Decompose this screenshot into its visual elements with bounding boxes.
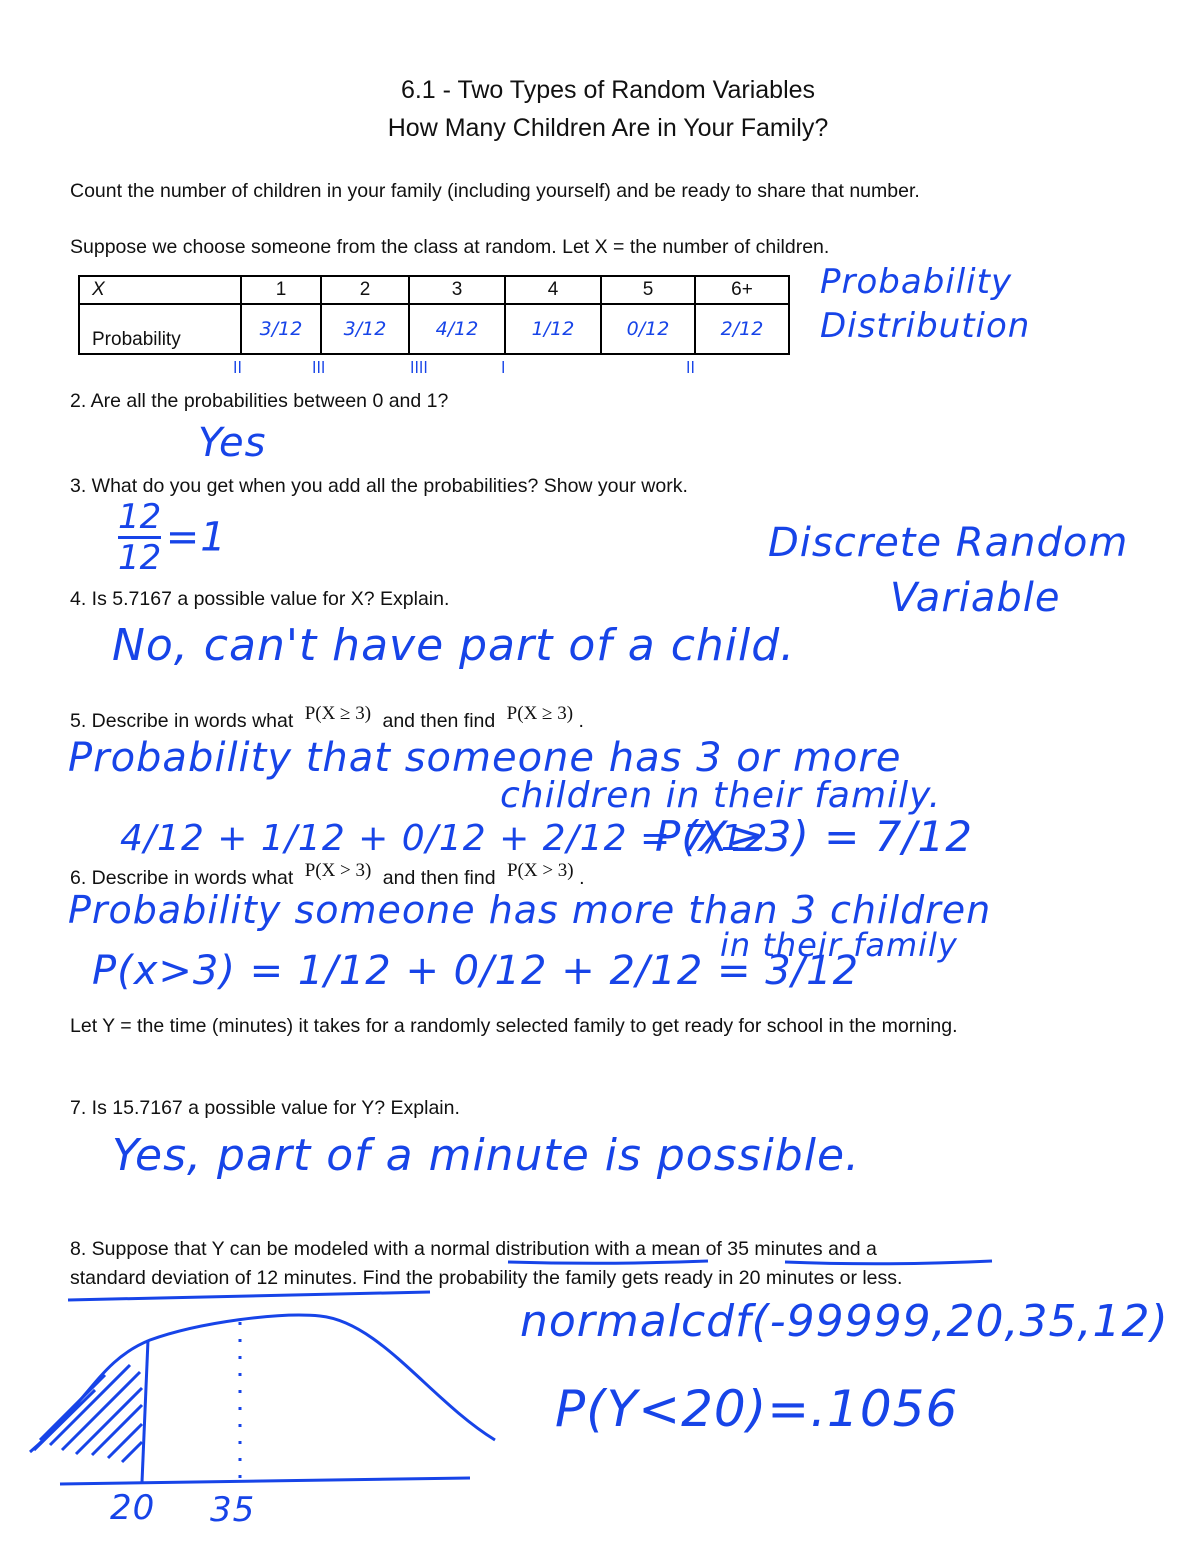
question-5-math-2: P(X ≥ 3)	[506, 703, 574, 724]
fraction-denominator: 12	[118, 538, 162, 578]
tally-mark: ll	[233, 358, 242, 377]
tally-mark: ll	[686, 358, 695, 377]
tally-mark: l	[501, 358, 506, 377]
answer-5-result: P(X≥3) = 7/12	[655, 812, 973, 861]
question-6-period: .	[579, 867, 585, 889]
x-value: 4	[505, 276, 601, 304]
note-probability: Probability	[820, 262, 1013, 302]
probability-value: 0/12	[601, 304, 695, 354]
answer-8-calc: normalcdf(-99999,20,35,12)	[520, 1296, 1169, 1347]
intro-suppose: Suppose we choose someone from the class at random. Let X = the number of children.	[70, 236, 830, 258]
probability-value: 4/12	[409, 304, 505, 354]
question-7: 7. Is 15.7167 a possible value for Y? Explain.	[70, 1097, 460, 1119]
question-5-text-2: and then find	[382, 710, 496, 732]
answer-3-equals: =1	[165, 514, 227, 561]
answer-4: No, can't have part of a child.	[112, 620, 796, 671]
cutoff-line-20	[142, 1340, 148, 1482]
x-header: X	[79, 276, 241, 304]
x-value: 2	[321, 276, 409, 304]
probability-value: 2/12	[695, 304, 789, 354]
intro-count: Count the number of children in your family (including yourself) and be ready to share that number.	[70, 180, 920, 202]
fraction-numerator: 12	[118, 497, 162, 537]
answer-6-line-1: Probability someone has more than 3 children	[68, 888, 992, 932]
question-5-math: P(X ≥ 3)	[304, 703, 372, 724]
curve-label-20: 20	[110, 1488, 156, 1528]
question-5-text: 5. Describe in words what	[70, 710, 294, 732]
question-8-line-1: 8. Suppose that Y can be modeled with a normal distribution with a mean of 35 minutes and a	[70, 1238, 877, 1260]
question-5-period: .	[578, 710, 584, 732]
shaded-tail-hatching	[34, 1365, 142, 1462]
question-6-text-2: and then find	[382, 867, 496, 889]
note-variable: Variable	[890, 575, 1061, 621]
tally-mark: llll	[410, 358, 428, 377]
x-value: 5	[601, 276, 695, 304]
probability-value: 3/12	[321, 304, 409, 354]
x-axis-line	[60, 1478, 470, 1484]
note-discrete: Discrete Random	[768, 520, 1129, 566]
question-6-text: 6. Describe in words what	[70, 867, 294, 889]
curve-label-35: 35	[210, 1490, 256, 1530]
question-6-math: P(X > 3)	[304, 860, 372, 881]
page-title: 6.1 - Two Types of Random Variables	[400, 76, 816, 104]
question-3: 3. What do you get when you add all the probabilities? Show your work.	[70, 475, 688, 497]
tally-mark: lll	[312, 358, 326, 377]
page-subtitle: How Many Children Are in Your Family?	[387, 114, 829, 142]
answer-7: Yes, part of a minute is possible.	[112, 1130, 861, 1181]
question-6-math-2: P(X > 3)	[506, 860, 574, 881]
answer-2: Yes	[198, 420, 267, 466]
x-value: 6+	[695, 276, 789, 304]
probability-header: Probability	[79, 304, 241, 354]
y-intro: Let Y = the time (minutes) it takes for a randomly selected family to get ready for school in the morning.	[70, 1015, 958, 1037]
question-2: 2. Are all the probabilities between 0 and 1?	[70, 390, 449, 412]
answer-6-result: P(x>3) = 1/12 + 0/12 + 2/12 = 3/12	[92, 948, 860, 994]
x-value: 3	[409, 276, 505, 304]
x-value: 1	[241, 276, 321, 304]
probability-value: 3/12	[241, 304, 321, 354]
answer-5-line-2: children in their family.	[500, 775, 942, 816]
answer-5-line-1: Probability that someone has 3 or more	[68, 735, 902, 781]
answer-6-line-2: in their family	[720, 926, 958, 964]
note-distribution: Distribution	[820, 306, 1031, 346]
answer-5-sum: 4/12 + 1/12 + 0/12 + 2/12 = 7/12	[120, 818, 769, 859]
question-4: 4. Is 5.7167 a possible value for X? Explain.	[70, 588, 450, 610]
probability-value: 1/12	[505, 304, 601, 354]
answer-8-result: P(Y<20)=.1056	[555, 1380, 959, 1438]
question-8-line-2: standard deviation of 12 minutes. Find the probability the family gets ready in 20 minutes or less.	[70, 1267, 903, 1289]
